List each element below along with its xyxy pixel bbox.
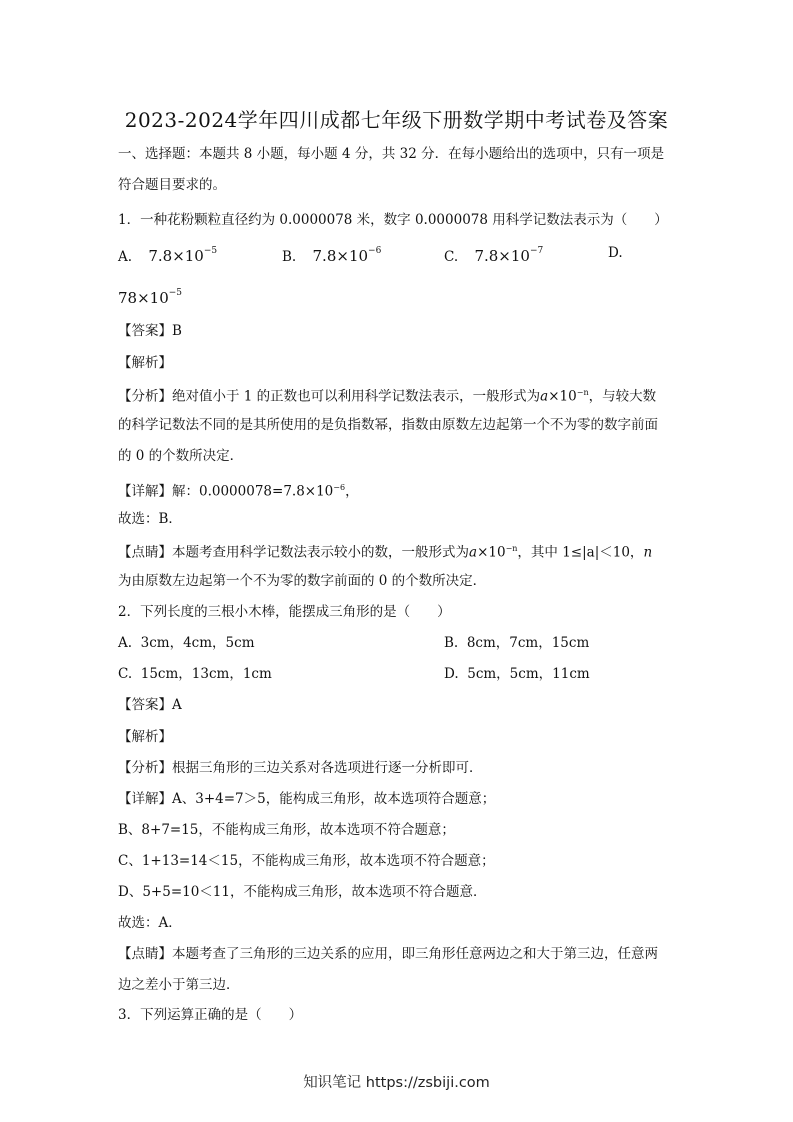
q2-analysis-header: 【解析】 (118, 729, 172, 745)
option-label: A. (118, 249, 133, 265)
q2-dianjing-line-1: 【点睛】本题考查了三角形的三边关系的应用，即三角形任意两边之和大于第三边，任意两 (118, 946, 658, 962)
q1-option-a (118, 244, 217, 266)
q1-option-b (282, 244, 381, 266)
dianjing-condition: ，其中 1≤|a|＜10， (517, 544, 644, 561)
q1-option-d-label: D. (608, 245, 623, 261)
q2-xiangjie-line-4: D、5+5=10＜11，不能构成三角形，故本选项不符合题意． (118, 884, 487, 900)
option-math-base: 7.8×10 (312, 247, 369, 265)
option-label: D. (444, 666, 459, 682)
q1-fenxi-line-3: 的 0 的个数所决定． (118, 448, 244, 464)
dianjing-times-ten: ×10 (477, 544, 506, 561)
option-text: 5cm，5cm，11cm (467, 666, 590, 682)
q1-option-c (444, 244, 543, 266)
q2-option-c (118, 665, 272, 683)
fenxi-text: 【分析】绝对值小于 1 的正数也可以利用科学记数法表示，一般形式为 (118, 388, 541, 405)
dianjing-text: 【点睛】本题考查用科学记数法表示较小的数，一般形式为 (118, 544, 469, 561)
option-math-base: 78×10 (118, 289, 169, 307)
footer-watermark: 知识笔记 https://zsbiji.com (303, 1075, 490, 1091)
option-label: B. (282, 249, 297, 265)
option-math-base: 7.8×10 (474, 247, 530, 265)
q1-guxuan: 故选：B． (118, 511, 182, 527)
fenxi-text-tail: ，与较大数 (588, 388, 657, 405)
q2-dianjing-line-2: 边之差小于第三边． (118, 977, 240, 993)
option-math-exponent: −5 (168, 288, 183, 298)
dianjing-var-n: n (643, 544, 653, 561)
dianjing-var-a: a (469, 544, 478, 561)
q1-dianjing-line-1 (118, 540, 652, 562)
section-instructions-line-2: 符合题目要求的。 (118, 177, 226, 193)
page-title: 2023-2024学年四川成都七年级下册数学期中考试卷及答案 (124, 108, 669, 132)
q1-dianjing-line-2: 为由原数左边起第一个不为零的数字前面的 0 的个数所决定． (118, 573, 487, 589)
q2-fenxi: 【分析】根据三角形的三边关系对各选项进行逐一分析即可． (118, 760, 483, 776)
option-math-base: 7.8×10 (148, 247, 204, 265)
option-math-exponent: −7 (529, 246, 544, 256)
fenxi-exponent: −n (576, 388, 589, 397)
option-label: A. (118, 635, 133, 651)
option-math-exponent: −6 (368, 246, 382, 256)
q1-answer: 【答案】B (118, 323, 182, 339)
q2-option-b (444, 634, 589, 652)
dianjing-exponent: −n (505, 544, 518, 553)
option-label: C. (444, 249, 459, 265)
q2-option-d (444, 665, 590, 683)
option-text: 3cm，4cm，5cm (140, 635, 255, 651)
xiangjie-text: 【详解】解：0.0000078=7.8×10 (118, 483, 334, 500)
question-3-stem: 3．下列运算正确的是（ ） (118, 1007, 303, 1023)
option-text: 15cm，13cm，1cm (140, 666, 272, 682)
q2-xiangjie-line-2: B、8+7=15，不能构成三角形，故本选项不符合题意； (118, 822, 455, 838)
option-text: 8cm，7cm，15cm (466, 635, 590, 651)
xiangjie-exponent: −6 (333, 483, 346, 492)
xiangjie-tail: ， (345, 483, 359, 500)
q2-xiangjie-line-1: 【详解】A、3+4=7＞5，能构成三角形，故本选项符合题意； (118, 791, 496, 807)
q2-answer: 【答案】A (118, 697, 182, 713)
fenxi-var-a: a (540, 388, 549, 405)
section-instructions-line-1: 一、选择题：本题共 8 小题，每小题 4 分，共 32 分．在每小题给出的选项中，只有一项是 (118, 146, 665, 162)
option-label: B. (444, 635, 459, 651)
question-1-stem: 1．一种花粉颗粒直径约为 0.0000078 米，数字 0.0000078 用科学记数法表示为（ ） (118, 212, 668, 228)
q1-fenxi-line-1 (118, 384, 656, 406)
fenxi-times-ten: ×10 (548, 388, 577, 405)
q2-option-a (118, 634, 255, 652)
q2-xiangjie-line-3: C、1+13=14＜15，不能构成三角形，故本选项不符合题意； (118, 853, 495, 869)
option-math-exponent: −5 (203, 246, 218, 256)
q1-xiangjie (118, 479, 359, 501)
q1-fenxi-line-2: 的科学记数法不同的是其所使用的是负指数幂，指数由原数左边起第一个不为零的数字前面 (118, 417, 658, 433)
q1-option-d (118, 286, 182, 308)
question-2-stem: 2．下列长度的三根小木棒，能摆成三角形的是（ ） (118, 604, 451, 620)
option-label: C. (118, 666, 133, 682)
q1-analysis-header: 【解析】 (118, 355, 172, 371)
q2-guxuan: 故选：A． (118, 915, 182, 931)
